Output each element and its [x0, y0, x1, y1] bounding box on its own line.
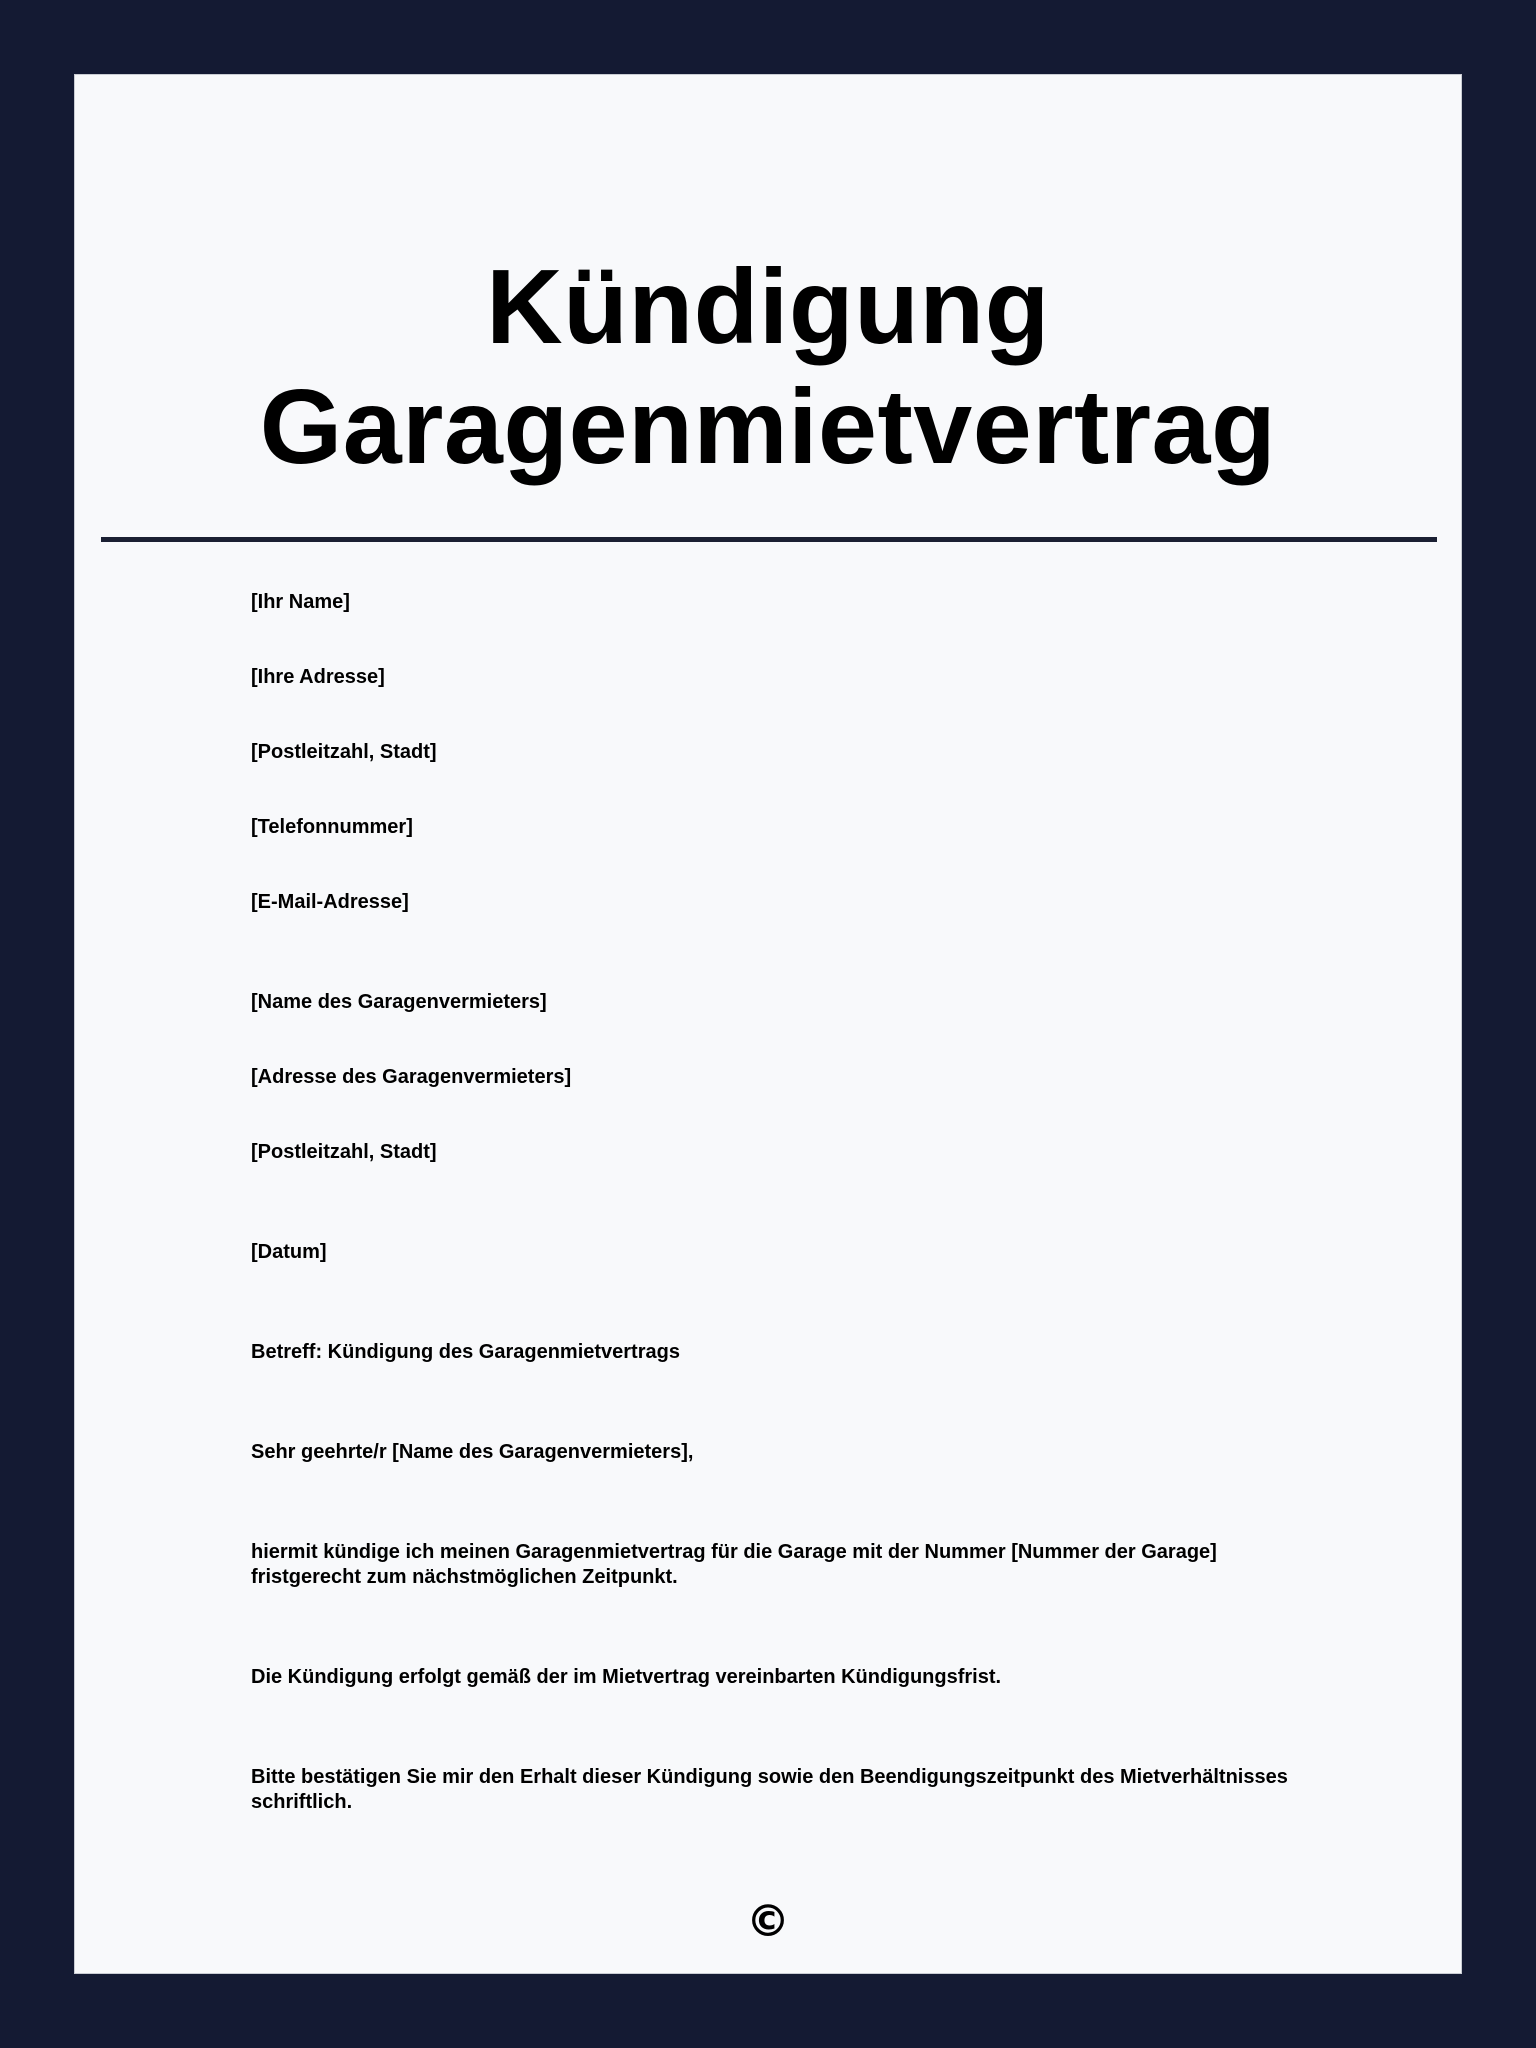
recipient-postal-city: [Postleitzahl, Stadt] [251, 1141, 437, 1163]
sender-name: [Ihr Name] [251, 591, 350, 613]
letter-date: [Datum] [251, 1241, 327, 1263]
document-title [75, 247, 1461, 487]
letter-subject: Betreff: Kündigung des Garagenmietvertrags [251, 1341, 680, 1363]
title-divider [101, 537, 1437, 542]
sender-address: [Ihre Adresse] [251, 666, 385, 688]
sender-phone: [Telefonnummer] [251, 816, 413, 838]
letter-salutation: Sehr geehrte/r [Name des Garagenvermieters], [251, 1441, 694, 1463]
letter-paragraph: Die Kündigung erfolgt gemäß der im Mietvertrag vereinbarten Kündigungsfrist. [251, 1666, 1002, 1688]
document-page [74, 74, 1462, 1974]
recipient-address: [Adresse des Garagenvermieters] [251, 1066, 572, 1088]
recipient-name: [Name des Garagenvermieters] [251, 991, 547, 1013]
copyright-symbol: © [746, 1896, 790, 1947]
sender-postal-city: [Postleitzahl, Stadt] [251, 741, 437, 763]
sender-email: [E-Mail-Adresse] [251, 891, 409, 913]
title-line-1: Kündigung [486, 248, 1050, 366]
letter-paragraph: Bitte bestätigen Sie mir den Erhalt dieser Kündigung sowie den Beendigungszeitpunkt des Mietverhältnisses schriftlich. [251, 1766, 1288, 1813]
title-line-2: Garagenmietvertrag [259, 368, 1277, 486]
letter-paragraph: hiermit kündige ich meinen Garagenmietvertrag für die Garage mit der Nummer [Nummer der Garage] fristgerecht zum nächstmöglichen Zeitpunkt. [251, 1541, 1217, 1588]
